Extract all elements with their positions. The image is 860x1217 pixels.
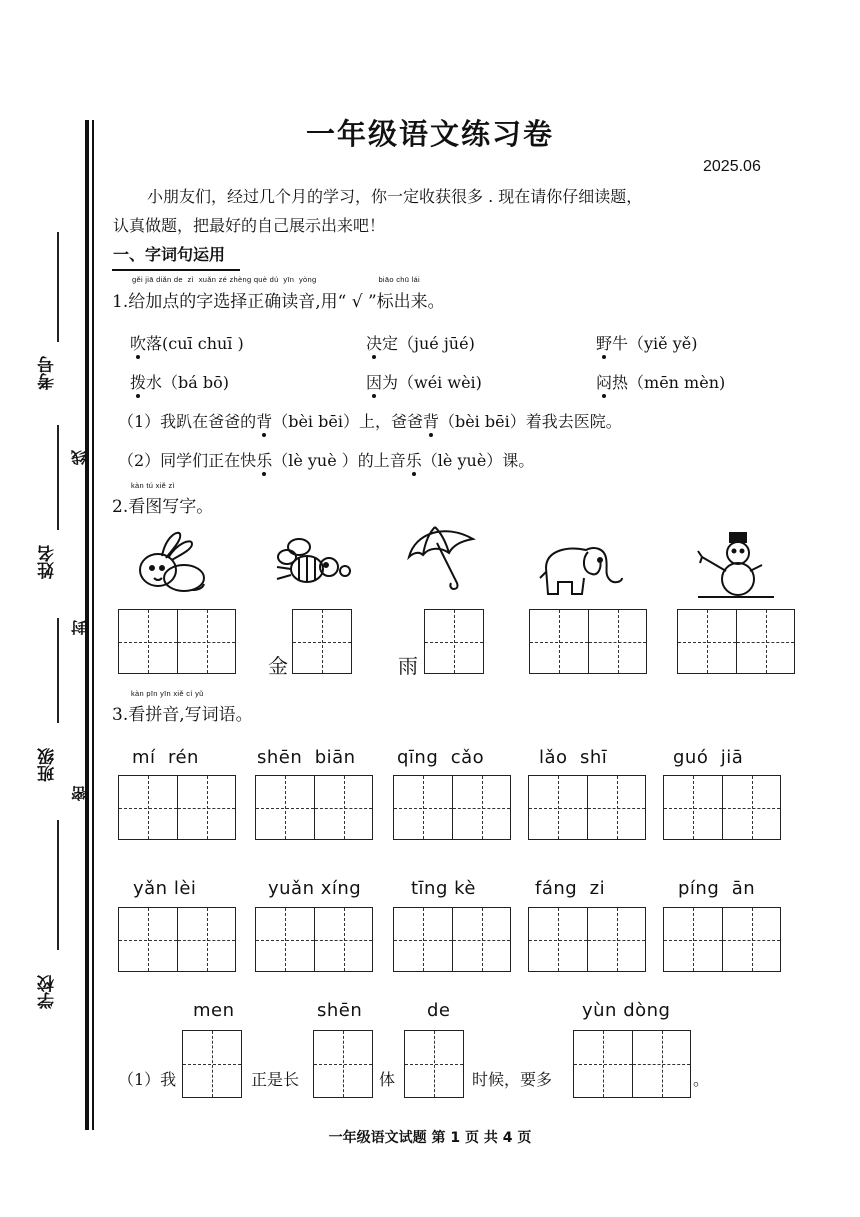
snowman-icon	[696, 527, 776, 599]
q2-writing-grid-bee[interactable]	[292, 609, 352, 674]
intro-line-1: 小朋友们，经过几个月的学习，你一定收获很多 . 现在请你仔细读题，	[147, 187, 643, 206]
q3-sentence-grid-shen[interactable]	[313, 1030, 373, 1098]
q2-prefix-jin: 金	[268, 654, 288, 678]
q3-sentence-grid-men[interactable]	[182, 1030, 242, 1098]
q3-pinyin-5: guó jiā	[673, 747, 744, 768]
q1-title: 1.给加点的字选择正确读音,用“ √ ”标出来。	[112, 292, 445, 312]
seal-char-xian: 线	[70, 450, 88, 465]
q1-item-boshui: 拨水（bá bō)	[130, 373, 230, 392]
q2-prefix-yu: 雨	[398, 654, 418, 678]
q1-item-jueding: 决定（jué jūé)	[366, 334, 475, 353]
bee-icon	[271, 535, 351, 595]
exam-date: 2025.06	[703, 158, 761, 175]
q3-sentence-part-4: 时候，要多	[472, 1070, 553, 1089]
q3-pinyin-9: fáng zi	[535, 878, 606, 899]
q2-writing-grid-umbrella[interactable]	[424, 609, 484, 674]
q3-pinyin-10: píng ān	[678, 878, 756, 899]
q1-sentence-1: （1）我趴在爸爸的背（bèi bēi）上，爸爸背（bèi bēi）着我去医院。	[118, 412, 622, 431]
q3-sentence-pinyin-men: men	[193, 1000, 235, 1021]
q2-writing-grid-snowman[interactable]	[677, 609, 795, 674]
seal-char-feng: 封	[70, 620, 88, 635]
elephant-icon	[538, 538, 628, 600]
q3-writing-grid[interactable]	[118, 775, 236, 840]
margin-underline	[57, 425, 59, 530]
q3-pinyin-6: yǎn lèi	[133, 878, 197, 899]
margin-label-school: 学校	[38, 975, 58, 1009]
q3-writing-grid[interactable]	[663, 907, 781, 972]
q1-sentence-2: （2）同学们正在快乐（lè yuè ）的上音乐（lè yuè）课。	[118, 451, 535, 470]
page-title: 一年级语文练习卷	[305, 117, 554, 151]
q3-sentence-part-2: 正是长	[251, 1070, 300, 1089]
q3-writing-grid[interactable]	[393, 775, 511, 840]
q3-pinyin-4: lǎo shī	[539, 747, 608, 768]
q3-writing-grid[interactable]	[528, 907, 646, 972]
q3-pinyin-ruby: kàn pīn yīn xiě cí yǔ	[131, 689, 204, 698]
section-heading: 一、字词句运用	[113, 245, 226, 264]
q3-pinyin-3: qīng cǎo	[397, 747, 485, 768]
q3-sentence-end: 。	[693, 1070, 710, 1089]
q3-sentence-grid-de[interactable]	[404, 1030, 464, 1098]
margin-underline	[57, 232, 59, 342]
q3-writing-grid[interactable]	[663, 775, 781, 840]
q1-item-yinwei: 因为（wéi wèi)	[366, 373, 482, 392]
q2-writing-grid-rabbit[interactable]	[118, 609, 236, 674]
margin-underline	[57, 618, 59, 723]
q3-title: 3.看拼音,写词语。	[112, 705, 253, 725]
q2-pinyin-ruby: kàn tú xiě zì	[131, 481, 175, 490]
q1-pinyin-ruby: gěi jiā diǎn de zì xuǎn zé zhèng què dú yīn yòng biāo chū lái	[132, 275, 420, 284]
q3-sentence-part-3: 体	[379, 1070, 396, 1089]
seal-char-mi: 密	[70, 786, 88, 801]
margin-underline	[57, 820, 59, 950]
umbrella-icon	[405, 523, 477, 593]
q3-pinyin-2: shēn biān	[257, 747, 356, 768]
q3-pinyin-8: tīng kè	[411, 878, 476, 899]
binding-thin-line	[92, 120, 94, 1130]
rabbit-icon	[132, 528, 212, 596]
q3-sentence-grid-yundong[interactable]	[573, 1030, 691, 1098]
q3-writing-grid[interactable]	[255, 907, 373, 972]
q3-pinyin-1: mí rén	[132, 747, 199, 768]
q1-item-menre: 闷热（mēn mèn)	[596, 373, 726, 392]
intro-line-2: 认真做题，把最好的自己展示出来吧！	[113, 216, 386, 235]
q3-pinyin-7: yuǎn xíng	[268, 878, 362, 899]
q3-writing-grid[interactable]	[118, 907, 236, 972]
q3-sentence-pinyin-yundong: yùn dòng	[582, 1000, 671, 1021]
q2-writing-grid-elephant[interactable]	[529, 609, 647, 674]
q3-writing-grid[interactable]	[393, 907, 511, 972]
q3-sentence-pinyin-de: de	[427, 1000, 451, 1021]
margin-label-name: 姓名	[38, 545, 58, 579]
q3-sentence-pinyin-shen: shēn	[317, 1000, 363, 1021]
margin-label-class: 班级	[38, 748, 58, 782]
section-heading-underline	[112, 269, 240, 271]
page-footer: 一年级语文试题 第 1 页 共 4 页	[328, 1130, 532, 1146]
q3-writing-grid[interactable]	[528, 775, 646, 840]
q1-item-chuiluo: 吹落(cuī chuī )	[130, 334, 244, 353]
q3-writing-grid[interactable]	[255, 775, 373, 840]
q2-title: 2.看图写字。	[112, 497, 214, 517]
q3-sentence-part-1: （1）我	[118, 1070, 177, 1089]
q1-item-yeniu: 野牛（yiě yě)	[596, 334, 698, 353]
margin-label-exam-number: 考号	[38, 356, 58, 390]
